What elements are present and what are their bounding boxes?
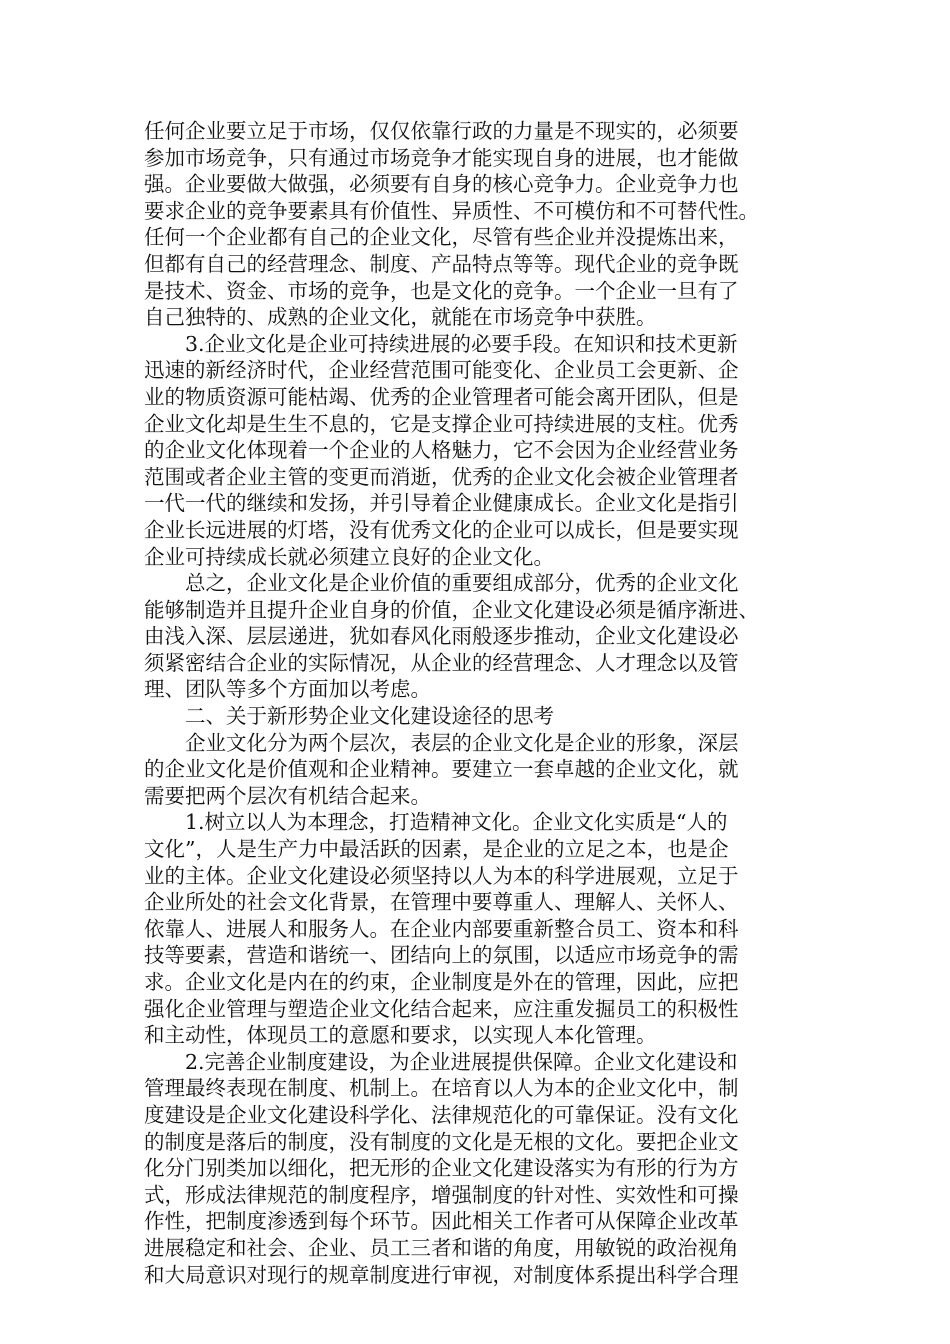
text-line: 式，形成法律规范的制度程序，增强制度的针对性、实效性和可操 (144, 1182, 739, 1207)
text-line: 二、关于新形势企业文化建设途径的思考 (144, 704, 554, 729)
text-line: 度建设是企业文化建设科学化、法律规范化的可靠保证。没有文化 (144, 1102, 739, 1127)
text-line: 总之，企业文化是企业价值的重要组成部分，优秀的企业文化 (144, 571, 739, 596)
text-line: 范围或者企业主管的变更而消逝，优秀的企业文化会被企业管理者 (144, 464, 739, 489)
text-line: 是技术、资金、市场的竞争，也是文化的竞争。一个企业一旦有了 (144, 278, 739, 303)
text-line: 和主动性，体现员工的意愿和要求，以实现人本化管理。 (144, 1023, 657, 1048)
text-line: 企业长远进展的灯塔，没有优秀文化的企业可以成长，但是要实现 (144, 517, 739, 542)
text-line: 参加市场竞争，只有通过市场竞争才能实现自身的进展，也才能做 (144, 145, 739, 170)
text-line: 的制度是落后的制度，没有制度的文化是无根的文化。要把企业文 (144, 1129, 739, 1154)
text-line: 任何一个企业都有自己的企业文化，尽管有些企业并没提炼出来， (144, 225, 739, 250)
text-line: 理、团队等多个方面加以考虑。 (144, 677, 431, 702)
body-text (144, 118, 820, 1288)
text-line: 但都有自己的经营理念、制度、产品特点等等。现代企业的竞争既 (144, 251, 739, 276)
text-line: 2.完善企业制度建设，为企业进展提供保障。企业文化建设和 (144, 1049, 738, 1074)
text-line: 业的物质资源可能枯竭、优秀的企业管理者可能会离开团队，但是 (144, 384, 739, 409)
text-line: 能够制造并且提升企业自身的价值，企业文化建设必须是循序渐进、 (144, 597, 759, 622)
text-line: 进展稳定和社会、企业、员工三者和谐的角度，用敏锐的政治视角 (144, 1235, 739, 1260)
text-line: 的企业文化是价值观和企业精神。要建立一套卓越的企业文化，就 (144, 757, 739, 782)
text-line: 任何企业要立足于市场，仅仅依靠行政的力量是不现实的，必须要 (144, 119, 739, 143)
text-line: 和大局意识对现行的规章制度进行审视，对制度体系提出科学合理 (144, 1262, 739, 1287)
text-line: 3.企业文化是企业可持续进展的必要手段。在知识和技术更新 (144, 331, 738, 356)
text-line: 企业所处的社会文化背景，在管理中要尊重人、理解人、关怀人、 (144, 890, 739, 915)
text-line: 要求企业的竞争要素具有价值性、异质性、不可模仿和不可替代性。 (144, 198, 759, 223)
text-line: 业的主体。企业文化建设必须坚持以人为本的科学进展观，立足于 (144, 863, 739, 888)
text-line: 的企业文化体现着一个企业的人格魅力，它不会因为企业经营业务 (144, 438, 739, 463)
text-line: 一代一代的继续和发扬，并引导着企业健康成长。企业文化是指引 (144, 491, 739, 516)
text-line: 企业文化却是生生不息的，它是支撑企业可持续进展的支柱。优秀 (144, 411, 739, 436)
text-line: 由浅入深、层层递进，犹如春风化雨般逐步推动，企业文化建设必 (144, 624, 739, 649)
text-line: 管理最终表现在制度、机制上。在培育以人为本的企业文化中，制 (144, 1076, 739, 1101)
text-line: 需要把两个层次有机结合起来。 (144, 783, 431, 808)
text-line: 作性，把制度渗透到每个环节。因此相关工作者可从保障企业改革 (144, 1209, 739, 1234)
text-line: 文化”，人是生产力中最活跃的因素，是企业的立足之本，也是企 (144, 837, 729, 862)
text-line: 迅速的新经济时代，企业经营范围可能变化、企业员工会更新、企 (144, 358, 739, 383)
text-line: 求。企业文化是内在的约束，企业制度是外在的管理，因此，应把 (144, 970, 739, 994)
text-line: 自己独特的、成熟的企业文化，就能在市场竞争中获胜。 (144, 305, 657, 330)
text-line: 技等要素，营造和谐统一、团结向上的氛围，以适应市场竞争的需 (144, 943, 739, 968)
text-line: 1.树立以人为本理念，打造精神文化。企业文化实质是“人的 (144, 810, 728, 835)
text-line: 依靠人、进展人和服务人。在企业内部要重新整合员工、资本和科 (144, 916, 739, 941)
text-line: 企业可持续成长就必须建立良好的企业文化。 (144, 544, 554, 569)
text-line: 强化企业管理与塑造企业文化结合起来，应注重发掘员工的积极性 (144, 996, 739, 1021)
text-line: 强。企业要做大做强，必须要有自身的核心竞争力。企业竞争力也 (144, 172, 739, 197)
text-line: 化分门别类加以细化，把无形的企业文化建设落实为有形的行为方 (144, 1156, 739, 1181)
text-line: 企业文化分为两个层次，表层的企业文化是企业的形象，深层 (144, 730, 739, 755)
text-line: 须紧密结合企业的实际情况，从企业的经营理念、人才理念以及管 (144, 650, 739, 675)
